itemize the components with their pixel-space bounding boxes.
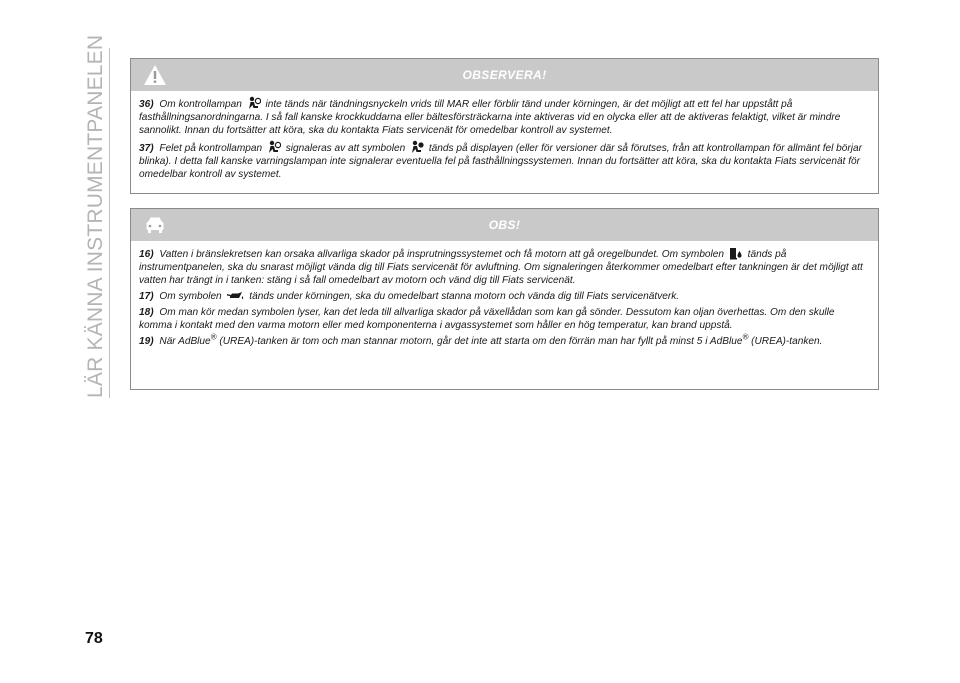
- note-text: tänds under körningen, ska du omedelbart stanna motorn och vända dig till Fiats servicenätverk.: [249, 291, 680, 302]
- page-number: 78: [85, 630, 103, 647]
- warning-box-content: [131, 91, 878, 181]
- warning-box: [130, 58, 879, 194]
- note-text: Om symbolen: [159, 291, 222, 302]
- note-text: Om man kör medan symbolen lyser, kan det leda till allvarliga skador på växellådan som kan gå sönder. Dessutom kan oljan överhettas. Om den skulle komma i kontakt med den varma motorn eller med komponenterna i avgassystemet som håller en hög temperatur, kan brand uppstå.: [139, 307, 835, 331]
- warning-box-header: [131, 59, 878, 91]
- notice-box-content: [131, 241, 878, 348]
- warning-box-title: OBSERVERA!: [462, 68, 547, 82]
- water-in-fuel-icon: [729, 246, 743, 260]
- side-divider: [109, 48, 110, 398]
- note-number: 19): [139, 336, 154, 347]
- note-number: 16): [139, 249, 154, 260]
- note-text: Felet på kontrollampan: [159, 143, 263, 154]
- airbag-fault-icon: [410, 140, 424, 154]
- note-item: [139, 140, 870, 181]
- note-item: [139, 306, 870, 332]
- note-text: När AdBlue: [159, 336, 211, 347]
- note-text: (UREA)-tanken är tom och man stannar motorn, går det inte att starta om den förrän man har fyllt på minst 5 i AdBlue: [219, 336, 743, 347]
- note-text: inte tänds när tändningsnyckeln vrids till MAR eller förblir tänd under körningen, är det möjligt att ett fel har uppstått på fasthållningsanordningarna. I så fall kanske krockkuddarna eller bältesförsträckarna inte aktiveras vid en olycka eller att de aktiveras felaktigt, vilket är mindre sannolikt. Innan du fortsätter att köra, ska du kontakta Fiats servicenät för omedelbar kontroll av systemet.: [139, 99, 841, 136]
- note-text: Om kontrollampan: [159, 99, 242, 110]
- note-text: Vatten i bränslekretsen kan orsaka allvarliga skador på insprutningssystemet och få motorn att gå oregelbundet. Om symbolen: [159, 249, 725, 260]
- note-text: (UREA)-tanken.: [751, 336, 823, 347]
- registered-mark: ®: [742, 332, 749, 342]
- notice-box: [130, 208, 879, 390]
- airbag-warning-icon: [247, 96, 261, 110]
- notice-box-title: OBS!: [488, 218, 521, 232]
- note-number: 37): [139, 143, 154, 154]
- note-item: [139, 332, 870, 348]
- notice-box-header: [131, 209, 878, 241]
- note-text: signaleras av att symbolen: [285, 143, 406, 154]
- note-number: 36): [139, 99, 154, 110]
- registered-mark: ®: [210, 332, 217, 342]
- note-text: tänds på displayen (eller för versioner där så förutses, från att kontrollampan för allmänt fel börjar blinka). I detta fall kanske varningslampan inte signalerar eventuella fel på fasthållningssystemen. Innan du fortsätter att köra, ska du kontakta Fiats servicenät för omedelbar kontroll av systemet.: [139, 143, 862, 180]
- section-side-title: LÄR KÄNNA INSTRUMENTPANELEN: [84, 34, 107, 398]
- note-item: [139, 290, 870, 303]
- note-item: [139, 96, 870, 137]
- note-item: [139, 246, 870, 287]
- airbag-warning-icon: [267, 140, 281, 154]
- oil-pressure-icon: [226, 290, 244, 302]
- note-text: tänds på instrumentpanelen, ska du snarast möjligt vända dig till Fiats servicenät för avluftning. Om signaleringen återkommer omedelbart efter tankningen är det möjligt att vatten har trängt in i tanken: stäng i så fall omedelbart av motorn och vänd dig till Fiats servicenät.: [139, 249, 863, 286]
- note-number: 17): [139, 291, 154, 302]
- note-number: 18): [139, 307, 154, 318]
